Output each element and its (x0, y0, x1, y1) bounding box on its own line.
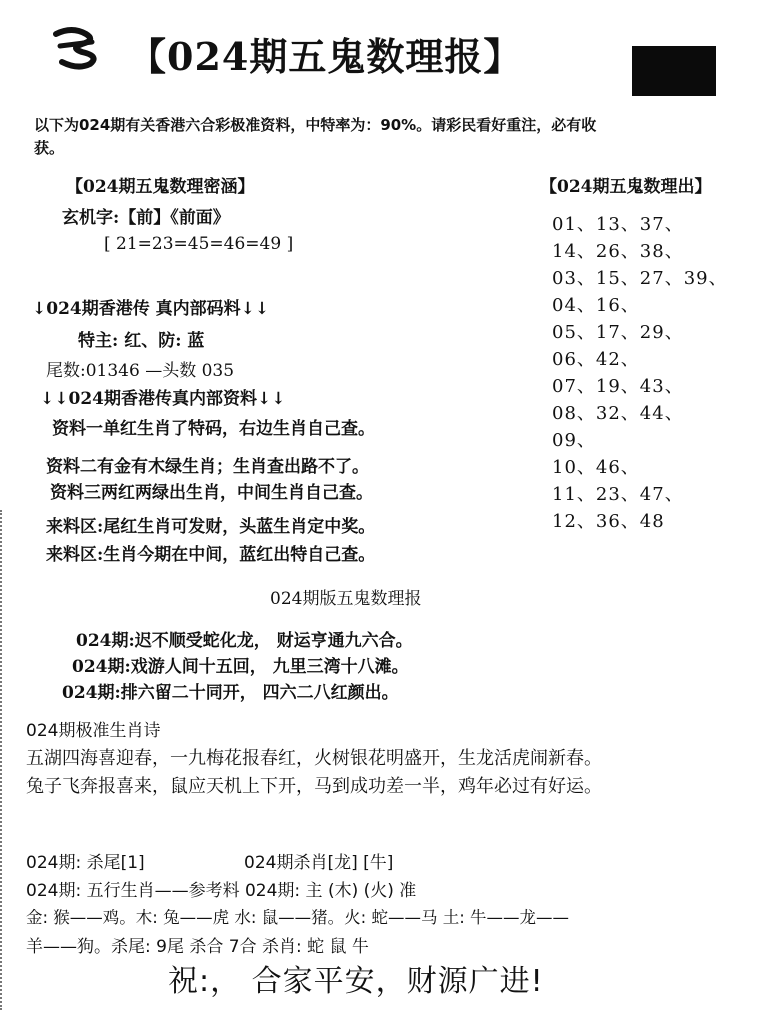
hk-title-2: ↓↓024期香港传真内部资料↓↓ (40, 389, 286, 409)
number-row: 09、 (552, 430, 596, 451)
weishu: 尾数:01346 —头数 035 (46, 361, 235, 381)
poem-line: 024期:排六留二十同开， 四六二八红颜出。 (62, 683, 399, 703)
number-row: 05、17、29、 (552, 322, 684, 343)
hk-title: ↓024期香港传 真内部码料↓↓ (32, 299, 270, 319)
intro-line-2: 获。 (34, 139, 65, 157)
number-row: 07、19、43、 (552, 376, 684, 397)
poem-line: 024期:戏游人间十五回， 九里三湾十八滩。 (72, 657, 409, 677)
number-row: 10、46、 (552, 457, 640, 478)
shengxiao-title: 024期极准生肖诗 (26, 721, 161, 741)
ziliao-text: 单红生肖了特码，右边生肖自己查。 (103, 419, 375, 439)
number-row: 12、36、48 (552, 511, 665, 532)
tezhu: 特主: 红、防: 蓝 (78, 331, 205, 351)
left-section-title: 【024期五鬼数理密涵】 (66, 177, 255, 197)
dotted-border (0, 510, 4, 1010)
bottom-line-4: 羊——狗。杀尾: 9尾 杀合 7合 杀肖: 蛇 鼠 牛 (26, 937, 369, 957)
ziliao-row (46, 452, 369, 477)
number-row: 08、32、44、 (552, 403, 684, 424)
ziliao-label: 资料二 (46, 457, 97, 477)
ziliao-row (46, 512, 375, 537)
number-row: 01、13、37、 (552, 214, 684, 235)
ziliao-label: 来料区: (46, 517, 104, 537)
number-row: 14、26、38、 (552, 241, 684, 262)
logo-icon (52, 24, 112, 70)
bottom-line-3: 金: 猴——鸡。木: 兔——虎 水: 鼠——猪。火: 蛇——马 土: 牛——龙—— (26, 908, 570, 927)
ziliao-label: 资料一 (52, 419, 103, 439)
ziliao-label: 资料三 (50, 483, 101, 503)
poem-section-title: 024期版五鬼数理报 (270, 589, 422, 609)
blessing: 祝:， 合家平安，财源广进! (168, 964, 544, 999)
page-title: 【024期五鬼数理报】 (128, 34, 523, 79)
poem-line: 024期:迟不顺受蛇化龙， 财运亨通九六合。 (76, 631, 413, 651)
bottom-line-1a: 024期: 杀尾[1] (26, 853, 145, 873)
bottom-line-1b: 024期杀肖[龙] [牛] (244, 853, 394, 873)
ziliao-text: 两红两绿出生肖，中间生肖自己查。 (101, 483, 373, 503)
xuanji-line: 玄机字:【前】《前面》 (62, 208, 230, 228)
ziliao-row (46, 540, 375, 565)
equation: [ 21=23=45=46=49 ] (104, 234, 294, 254)
ziliao-row (50, 478, 373, 503)
intro-line-1: 以下为024期有关香港六合彩极准资料，中特率为：90%。请彩民看好重注，必有收 (34, 116, 597, 134)
ziliao-text: 有金有木绿生肖；生肖查出路不了。 (97, 457, 369, 477)
ziliao-text: 生肖今期在中间，蓝红出特自己查。 (103, 545, 376, 565)
bottom-line-2: 024期: 五行生肖——参考料 024期: 主 (木) (火) 准 (26, 881, 417, 901)
black-block (632, 46, 716, 96)
number-row: 03、15、27、39、 (552, 268, 728, 289)
number-row: 06、42、 (552, 349, 640, 370)
ziliao-text: 尾红生肖可发财，头蓝生肖定中奖。 (103, 517, 376, 537)
shengxiao-line: 五湖四海喜迎春，一九梅花报春红，火树银花明盛开，生龙活虎闹新春。 (26, 748, 602, 769)
right-section-title: 【024期五鬼数理出】 (540, 177, 712, 197)
ziliao-row (52, 414, 375, 439)
shengxiao-line: 兔子飞奔报喜来，鼠应天机上下开，马到成功差一半，鸡年必过有好运。 (26, 776, 602, 797)
number-row: 11、23、47、 (552, 484, 684, 505)
ziliao-label: 来料区: (46, 545, 104, 565)
number-row: 04、16、 (552, 295, 640, 316)
